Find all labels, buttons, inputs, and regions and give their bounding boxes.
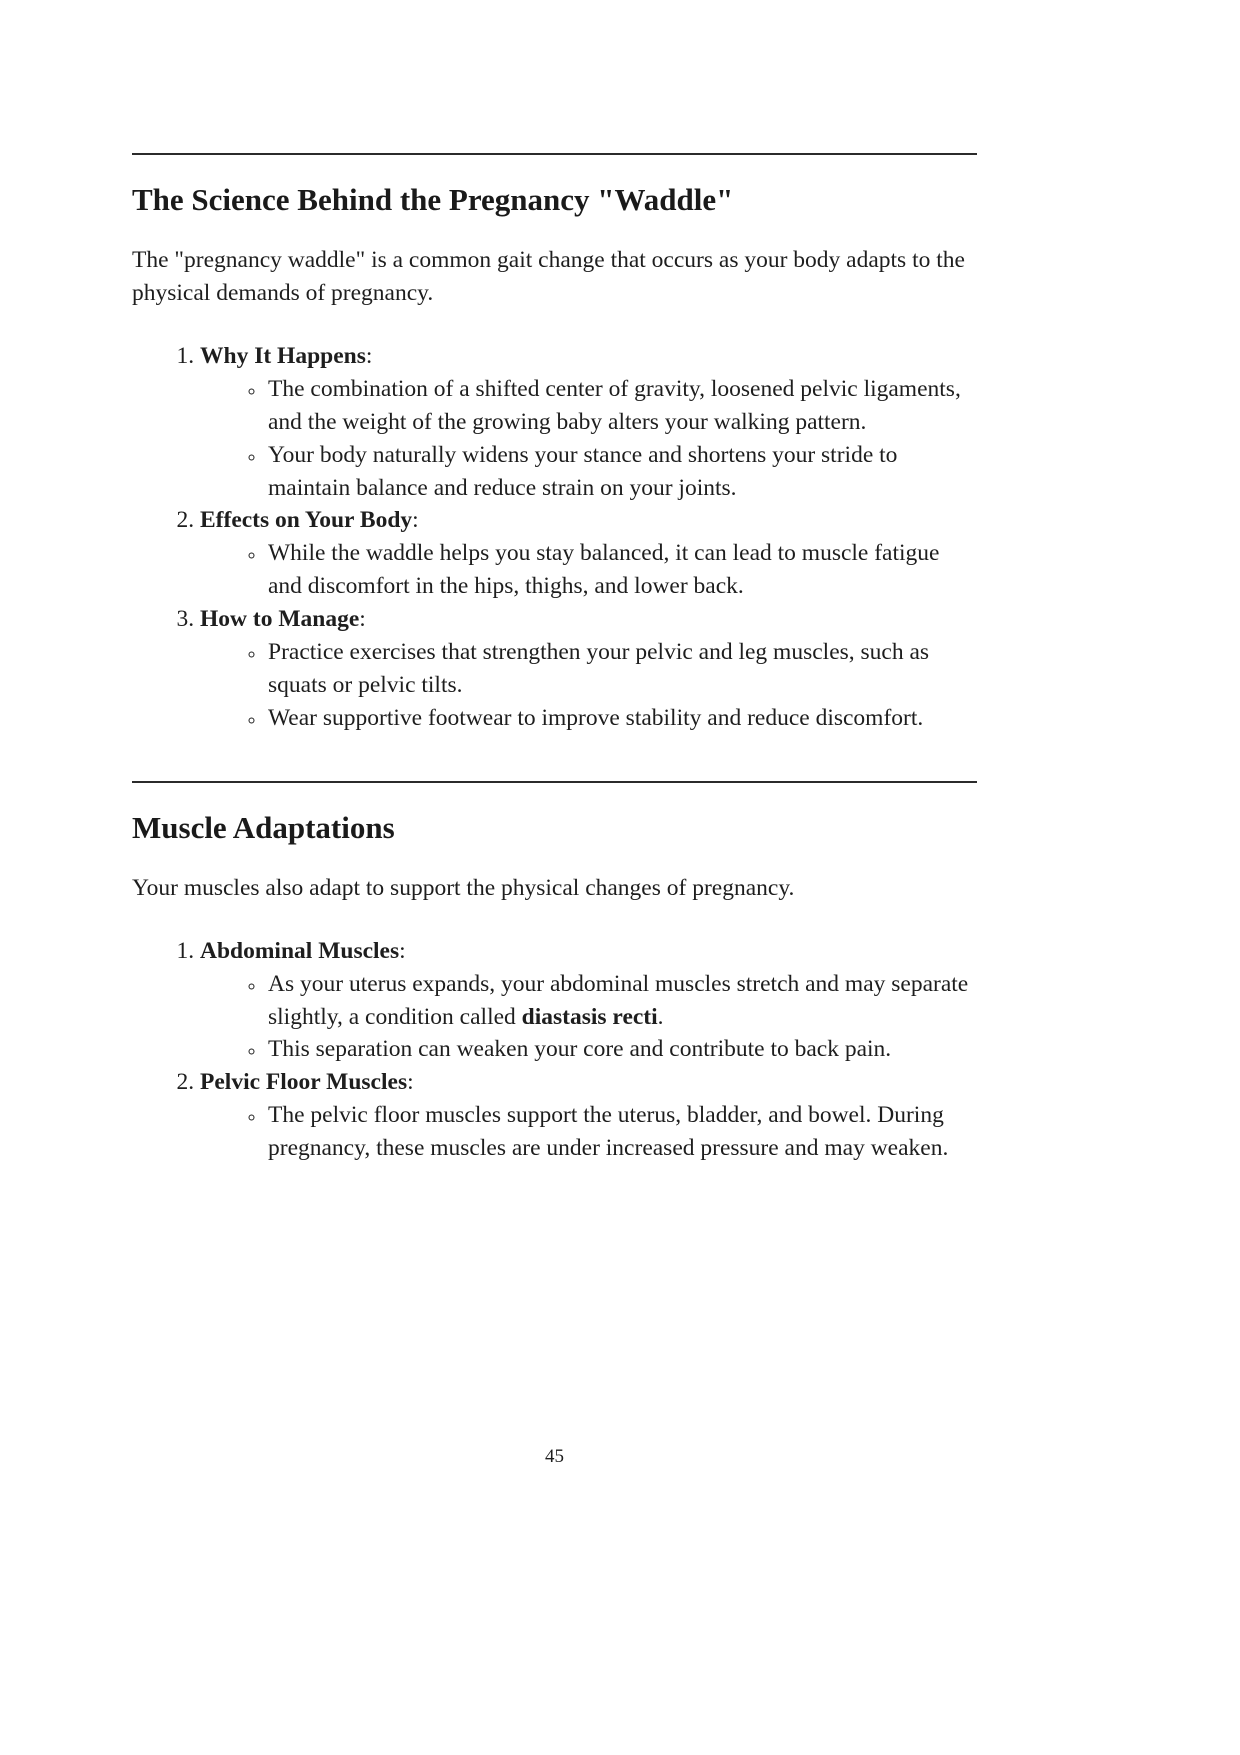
list-item-abdominal-muscles: [200, 935, 977, 1067]
section1-intro-paragraph: The "pregnancy waddle" is a common gait change that occurs as your body adapts to the physical demands of pregnancy.: [132, 247, 965, 307]
sub-list-item-text: While the waddle helps you stay balanced, it can lead to muscle fatigue and discomfort in the hips, thighs, and lower back.: [268, 540, 940, 600]
list-item-term: Why It Happens: [200, 342, 366, 369]
horizontal-rule: [132, 153, 977, 155]
list-item-pelvic-floor-muscles: [200, 1066, 977, 1165]
list-item-term: Effects on Your Body: [200, 507, 413, 534]
sub-list-item: [266, 373, 977, 439]
section1-numbered-list: [132, 340, 977, 735]
list-item-term-suffix: :: [412, 507, 419, 534]
sub-list-item-text: Wear supportive footwear to improve stability and reduce discomfort.: [268, 704, 924, 731]
section-title-muscle-adaptations: Muscle Adaptations: [132, 809, 395, 845]
sub-list-item-text: Your body naturally widens your stance and shortens your stride to maintain balance and reduce strain on your joints.: [268, 441, 898, 501]
list-item-term-suffix: :: [399, 937, 406, 964]
page-content: [132, 153, 977, 1165]
sub-list-item: [266, 1033, 977, 1066]
sub-list-item: [266, 968, 977, 1034]
list-item-term: Pelvic Floor Muscles: [200, 1069, 408, 1096]
list-item-term-suffix: :: [407, 1069, 414, 1096]
section-title-pregnancy-waddle: The Science Behind the Pregnancy "Waddle": [132, 182, 734, 217]
list-item-term: Abdominal Muscles: [200, 937, 400, 964]
sub-list-item-text-after: .: [657, 1003, 664, 1030]
sub-list-item: [266, 439, 977, 505]
sub-list-item-text: The combination of a shifted center of gravity, loosened pelvic ligaments, and the weight of the growing baby alters your walking pattern.: [268, 375, 961, 435]
list-item-term-suffix: :: [359, 606, 366, 633]
sub-list: [200, 537, 977, 603]
sub-list-item-text: This separation can weaken your core and contribute to back pain.: [268, 1036, 892, 1063]
list-item-term: How to Manage: [200, 606, 360, 633]
sub-list: [200, 968, 977, 1067]
sub-list-item-text: The pelvic floor muscles support the uterus, bladder, and bowel. During pregnancy, these muscles are under increased pressure and may weaken.: [268, 1102, 949, 1162]
sub-list: [200, 636, 977, 735]
list-item-why-it-happens: [200, 340, 977, 504]
sub-list-item: [266, 537, 977, 603]
sub-list-item: [266, 1099, 977, 1165]
sub-list-item-text: As your uterus expands, your abdominal muscles stretch and may separate slightly, a condition called: [268, 970, 969, 1030]
bold-text-diastasis-recti: diastasis recti: [521, 1003, 658, 1030]
horizontal-rule: [132, 781, 977, 783]
list-item-effects-on-your-body: [200, 504, 977, 603]
section2-intro-paragraph: Your muscles also adapt to support the physical changes of pregnancy.: [132, 874, 795, 901]
sub-list: [200, 1099, 977, 1165]
sub-list-item-text: Practice exercises that strengthen your pelvic and leg muscles, such as squats or pelvic tilts.: [268, 638, 930, 698]
page-number: 45: [545, 1446, 564, 1467]
list-item-how-to-manage: [200, 603, 977, 735]
list-item-term-suffix: :: [365, 342, 373, 369]
section2-numbered-list: [132, 935, 977, 1165]
sub-list: [200, 373, 977, 505]
sub-list-item: [266, 636, 977, 702]
sub-list-item: [266, 702, 977, 735]
